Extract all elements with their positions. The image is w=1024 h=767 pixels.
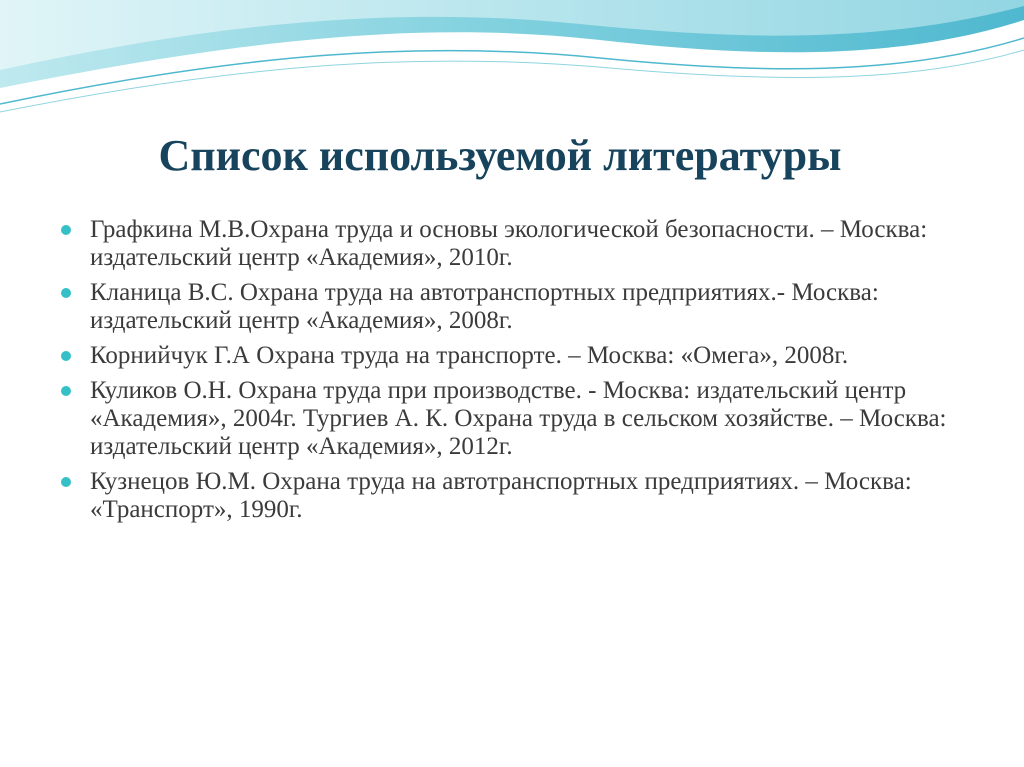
list-item-text: Куликов О.Н. Охрана труда при производстве. - Москва: издательский центр «Академия», 2004г. Тургиев А. К. Охрана труда в сельском хозяйстве. – Москва: издательский центр «Академия», 2012г. (90, 377, 947, 460)
list-item (90, 342, 970, 370)
list-item-text: Кузнецов Ю.М. Охрана труда на автотранспортных предприятиях. – Москва: «Транспорт», 1990г. (90, 468, 912, 523)
list-item (90, 279, 970, 335)
list-item (90, 216, 970, 272)
bullet-icon (61, 386, 71, 396)
list-item-text: Корнийчук Г.А Охрана труда на транспорте. – Москва: «Омега», 2008г. (90, 342, 849, 369)
list-item-text: Графкина М.В.Охрана труда и основы экологической безопасности. – Москва: издательский центр «Академия», 2010г. (90, 216, 928, 271)
list-item (90, 468, 970, 524)
slide-title: Список используемой литературы (158, 131, 842, 180)
bullet-icon (61, 225, 71, 235)
bullet-icon (61, 288, 71, 298)
bullet-icon (61, 351, 71, 361)
bullet-icon (61, 477, 71, 487)
list-item (90, 377, 970, 461)
bibliography-list (90, 216, 970, 531)
list-item-text: Кланица В.С. Охрана труда на автотранспортных предприятиях.- Москва: издательский центр «Академия», 2008г. (90, 279, 879, 334)
